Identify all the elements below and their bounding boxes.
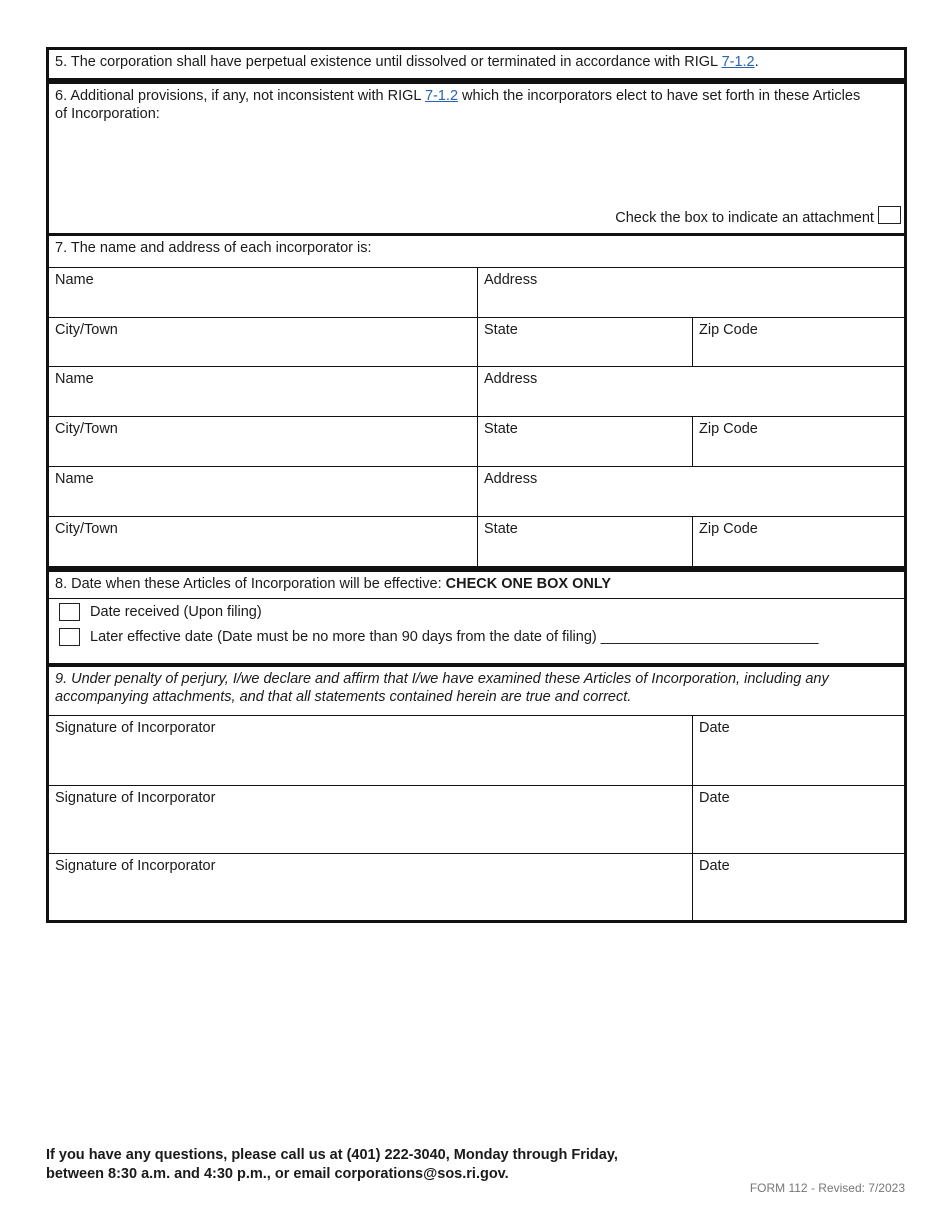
perjury-declaration: 9. Under penalty of perjury, I/we declare and affirm that I/we have examined these Articles of Incorporation, including any accompanying attachments, and that all statements contained herein are true and correct.: [55, 671, 829, 705]
incorporator-1-city-field[interactable]: City/Town: [49, 318, 478, 366]
incorporator-3-name-field[interactable]: Name: [49, 467, 478, 516]
incorporator-2-zip-field[interactable]: Zip Code: [699, 421, 758, 437]
attachment-label: Check the box to indicate an attachment: [615, 210, 874, 226]
incorporator-2-address-field[interactable]: Address: [484, 371, 538, 387]
incorporator-2-name-row: [49, 367, 904, 417]
section-6: [46, 81, 907, 236]
section-7-heading-row: [49, 236, 904, 268]
section-8-options: [49, 599, 904, 663]
incorporator-2-city-field[interactable]: City/Town: [49, 417, 478, 466]
section-8-heading-bold: CHECK ONE BOX ONLY: [445, 576, 612, 592]
incorporator-2-state-field[interactable]: State: [478, 417, 693, 466]
incorporator-3-name-row: [49, 467, 904, 517]
signature-2-field[interactable]: Signature of Incorporator: [49, 786, 693, 853]
contact-line-2: between 8:30 a.m. and 4:30 p.m., or email corporations@sos.ri.gov.: [46, 1166, 509, 1182]
contact-footer: [46, 1146, 618, 1184]
section-6-text: [55, 87, 864, 123]
incorporator-2-city-row: [49, 417, 904, 467]
option-later-effective-date: [59, 628, 819, 646]
date-received-checkbox[interactable]: [59, 603, 80, 621]
incorporator-1-state-field[interactable]: State: [478, 318, 693, 366]
section-7-heading: 7. The name and address of each incorporator is:: [55, 240, 372, 256]
section-6-text-after: which the incorporators elect to have set forth in these Articles of Incorporation:: [55, 88, 861, 122]
option-date-received: [59, 603, 262, 621]
section-9: [46, 664, 907, 923]
section-8: [46, 569, 907, 666]
section-8-heading-text: 8. Date when these Articles of Incorporation will be effective:: [55, 576, 446, 592]
attachment-checkbox[interactable]: [878, 206, 901, 224]
signature-2-date-field[interactable]: Date: [699, 790, 730, 806]
signature-1-date-field[interactable]: Date: [699, 720, 730, 736]
incorporator-3-address-field[interactable]: Address: [484, 471, 538, 487]
later-effective-date-checkbox[interactable]: [59, 628, 80, 646]
incorporator-1-name-row: [49, 268, 904, 318]
signature-3-date-field[interactable]: Date: [699, 858, 730, 874]
section-7: [46, 236, 907, 569]
incorporator-3-city-field[interactable]: City/Town: [49, 517, 478, 566]
signature-3-field[interactable]: Signature of Incorporator: [49, 854, 693, 920]
section-6-text-before: 6. Additional provisions, if any, not inconsistent with RIGL: [55, 88, 425, 104]
attachment-row: [615, 210, 901, 226]
section-8-heading-row: [49, 572, 904, 599]
later-effective-date-label[interactable]: Later effective date (Date must be no more than 90 days from the date of filing) ___________________________: [90, 629, 819, 645]
incorporator-2-name-field[interactable]: Name: [49, 367, 478, 416]
date-received-label: Date received (Upon filing): [90, 604, 262, 620]
incorporator-1-name-field[interactable]: Name: [49, 268, 478, 317]
incorporator-3-city-row: [49, 517, 904, 566]
declaration-row: [49, 667, 904, 716]
rigl-link-section-5[interactable]: 7-1.2: [721, 54, 755, 70]
incorporator-3-zip-field[interactable]: Zip Code: [699, 521, 758, 537]
incorporator-1-city-row: [49, 318, 904, 367]
form-number: FORM 112 - Revised: 7/2023: [749, 1181, 905, 1195]
section-5: [46, 47, 907, 81]
incorporator-3-state-field[interactable]: State: [478, 517, 693, 566]
contact-line-1: If you have any questions, please call us at (401) 222-3040, Monday through Friday,: [46, 1147, 618, 1163]
signature-row-3: [49, 854, 904, 920]
section-5-suffix: .: [754, 54, 759, 70]
incorporator-1-address-field[interactable]: Address: [484, 272, 538, 288]
rigl-link-section-6[interactable]: 7-1.2: [424, 88, 459, 104]
signature-1-field[interactable]: Signature of Incorporator: [49, 716, 693, 785]
section-8-heading: [49, 572, 617, 598]
signature-row-2: [49, 786, 904, 854]
section-5-statement: 5. The corporation shall have perpetual existence until dissolved or terminated in accordance with RIGL: [55, 54, 722, 70]
signature-row-1: [49, 716, 904, 786]
articles-form: [46, 47, 907, 923]
incorporator-1-zip-field[interactable]: Zip Code: [699, 322, 758, 338]
section-5-text: [55, 53, 759, 71]
